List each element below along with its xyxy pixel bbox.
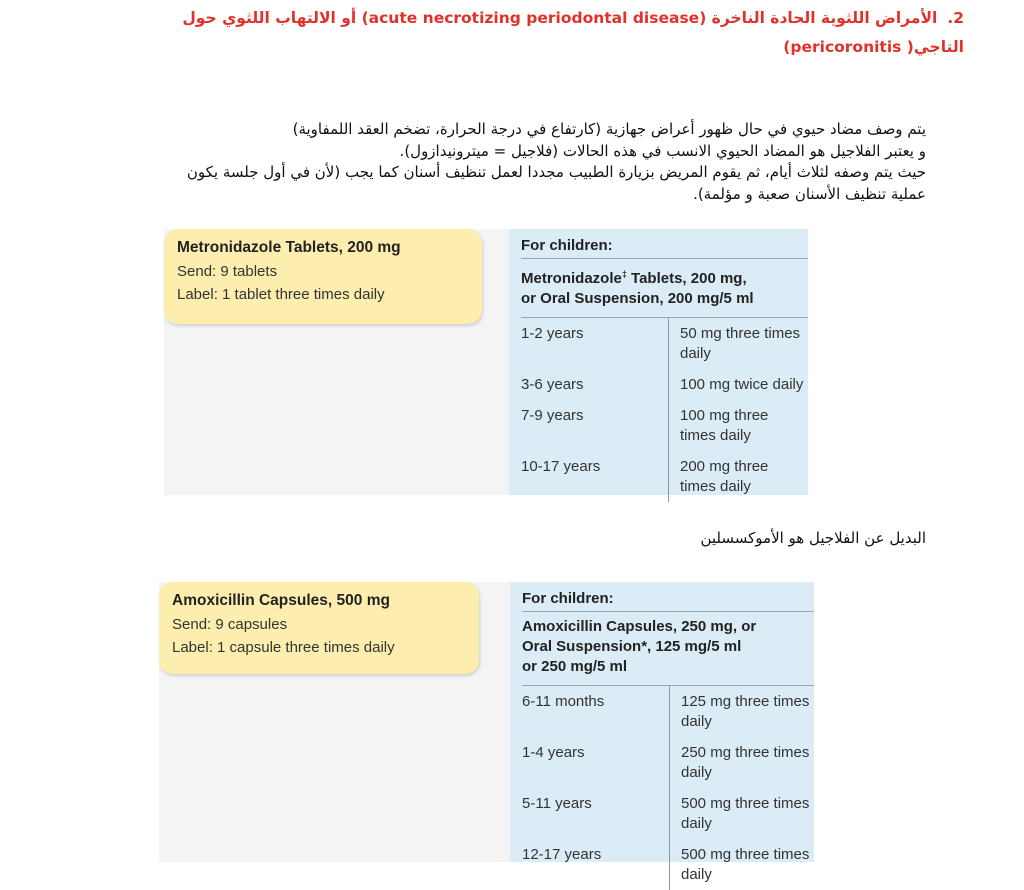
table-row <box>521 451 808 502</box>
drug-suspension: or Oral Suspension, 200 mg/5 ml <box>521 290 754 307</box>
age-cell: 12-17 years <box>522 846 602 863</box>
heading-line-1 <box>84 4 964 33</box>
table-row <box>522 737 814 788</box>
metronidazole-title: Metronidazole Tablets, 200 mg <box>177 239 401 256</box>
metronidazole-children-box <box>509 229 808 495</box>
metronidazole-dose-table <box>521 318 808 502</box>
drug-strength: Tablets, 200 mg, <box>626 270 747 287</box>
amoxicillin-dose-table <box>522 686 814 890</box>
age-cell: 7-9 years <box>521 407 584 424</box>
table-row <box>521 400 808 451</box>
description-paragraph <box>76 119 926 205</box>
children-header: For children: <box>521 237 613 254</box>
dose-cell: 100 mg twice daily <box>669 369 809 400</box>
amoxicillin-panel <box>159 582 814 883</box>
table-row <box>522 839 814 890</box>
metronidazole-children-drug <box>509 259 808 317</box>
age-cell: 1-2 years <box>521 325 584 342</box>
heading-number: 2. <box>947 9 964 27</box>
metronidazole-label: Label: 1 tablet three times daily <box>177 286 385 303</box>
drug-name: Metronidazole <box>521 270 622 287</box>
dose-cell: 500 mg three times daily <box>670 839 815 890</box>
dose-cell: 100 mg three times daily <box>669 400 809 451</box>
amoxicillin-children-drug <box>510 612 814 685</box>
age-cell: 1-4 years <box>522 744 585 761</box>
paragraph-line-3: حيث يتم وصفه لثلاث أيام، ثم يقوم المريض بزيارة الطبيب مجددا لعمل تنظيف أسنان كما يجب (لأن في أول جلسة يكون <box>186 163 926 181</box>
footnote-mark: ‡ <box>621 269 627 279</box>
paragraph-line-4: عملية تنظيف الأسنان صعبة و مؤلمة). <box>693 184 926 203</box>
age-cell: 10-17 years <box>521 458 601 475</box>
table-row <box>521 318 808 369</box>
amoxicillin-send: Send: 9 capsules <box>172 616 288 633</box>
dose-cell: 250 mg three times daily <box>670 737 815 788</box>
metronidazole-panel <box>164 229 808 495</box>
dose-cell: 200 mg three times daily <box>669 451 809 502</box>
age-cell: 6-11 months <box>522 693 605 710</box>
amoxicillin-children-box <box>510 582 814 883</box>
alternative-drug-text: البديل عن الفلاجيل هو الأموكسسلين <box>700 529 926 547</box>
metronidazole-send: Send: 9 tablets <box>177 263 278 280</box>
heading-line-2: التاجي( pericoronitis) <box>783 38 964 56</box>
dose-cell: 125 mg three times daily <box>670 686 815 737</box>
age-cell: 3-6 years <box>521 376 584 393</box>
dose-cell: 500 mg three times daily <box>670 788 815 839</box>
drug-line-2: Oral Suspension*, 125 mg/5 ml <box>522 638 742 655</box>
amoxicillin-title: Amoxicillin Capsules, 500 mg <box>172 592 390 609</box>
table-row <box>521 369 808 400</box>
drug-line-1: Amoxicillin Capsules, 250 mg, or <box>522 618 757 635</box>
amoxicillin-label: Label: 1 capsule three times daily <box>172 639 395 656</box>
metronidazole-adult-card <box>164 229 482 324</box>
table-row <box>522 788 814 839</box>
paragraph-line-1: يتم وصف مضاد حيوي في حال ظهور أعراض جهازية (كارتفاع في درجة الحرارة، تضخم العقد اللمفاوية) <box>292 120 926 138</box>
children-header: For children: <box>522 590 614 607</box>
age-cell: 5-11 years <box>522 795 592 812</box>
drug-line-3: or 250 mg/5 ml <box>522 658 628 675</box>
paragraph-line-2: و يعتبر الفلاجيل هو المضاد الحيوي الانسب في هذه الحالات (فلاجيل = ميترونيدازول). <box>399 141 926 160</box>
section-heading <box>84 4 964 62</box>
amoxicillin-adult-card <box>159 582 479 674</box>
dose-cell: 50 mg three times daily <box>669 318 809 369</box>
table-row <box>522 686 814 737</box>
heading-text-1: الأمراض اللثوية الحادة الناخرة (acute necrotizing periodontal disease) أو الالتهاب اللثوي حول <box>182 9 938 27</box>
